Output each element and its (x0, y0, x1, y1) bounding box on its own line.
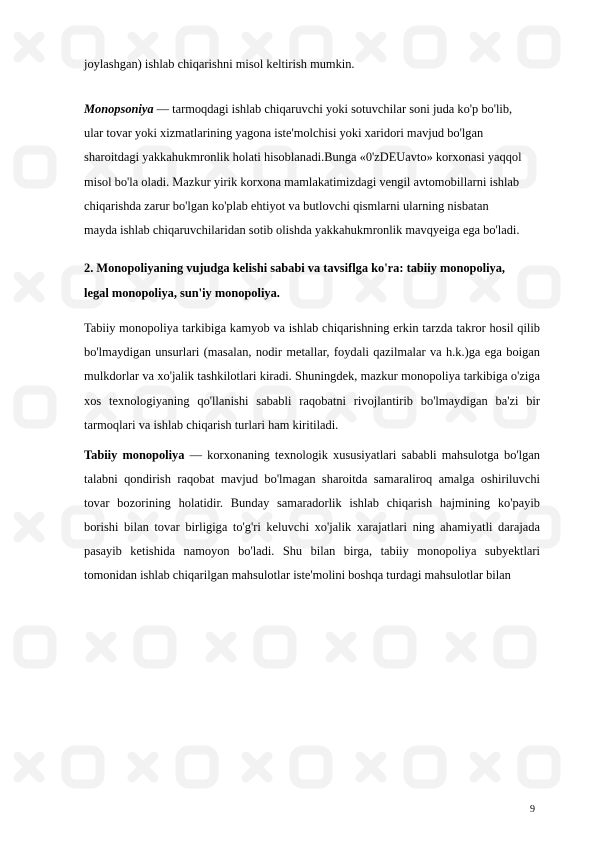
monopsony-term: Monopsoniya (84, 102, 154, 116)
monopsony-paragraph (84, 97, 524, 242)
page-number: 9 (530, 804, 535, 815)
spacer (84, 242, 540, 256)
natural-monopoly-text: — korxonaning texnologik xususiyatlari sababli mahsulotga bo'lgan talabni qondirish raqobat mavjud bo'lmagan sharoitda samaraliroq amalga oshiriluvchi tovar bozorining holatidir. Bunday samaradorlik ishlab chiqarish hajmining ko'payib borishi bilan tovar birligiga to'g'ri keluvchi xo'jalik xarajatlari ning ahamiyatli darajada pasayib ketishida namoyon bo'ladi. Shu bilan birga, tabiiy monopoliya subyektlari tomonidan ishlab chiqarilgan mahsulotlar iste'molini boshqa turdagi mahsulotlar bilan (84, 447, 541, 583)
section-heading: 2. Monopoliyaning vujudga kelishi sababi va tavsiflga ko'ra: tabiiy monopoliya, legal monopoliya, sun'iy monopoliya. (84, 261, 506, 301)
intro-line: joylashgan) ishlab chiqarishni misol keltirish mumkin. (84, 57, 355, 71)
natural-monopoly-term: Tabiiy monopoliya (84, 447, 185, 462)
document-body (84, 52, 540, 587)
natural-monopoly-intro-paragraph: Tabiiy monopoliya tarkibiga kamyob va ishlab chiqarishning erkin tarzda takror hosil qilib bo'lmaydigan unsurlari (masalan, nodir metallar, foydali qazilmalar va h.k.)ga ega boigan mulkdorlar va xo'jalik tashkilotlari kiradi. Shuningdek, mazkur monopoliya tarkibiga o'ziga xos texnologiyaning qo'llanishi sababli raqobatni rivojlantirib bo'lmaydigan ba'zi bir tarmoqlari va ishlab chiqarish turlari ham kiritiladi. (84, 321, 540, 432)
natural-monopoly-definition-paragraph (84, 443, 540, 588)
spacer (84, 306, 540, 316)
monopsony-text: — tarmoqdagi ishlab chiqaruvchi yoki sotuvchilar soni juda ko'p bo'lib, ular tovar yoki xizmatlarining yagona iste'molchisi yoki xaridori mavjud bo'lgan sharoitdagi yakkahukmronlik holati hisoblanadi.Bunga «0'zDEUavto» korxonasi yaqqol misol bo'la oladi. Mazkur yirik korxona mamlakatimizdagi vengil avtomobillarni ishlab chiqarishda zarur bo'lgan ko'plab ehtiyot va butlovchi qismlarni ularning nisbatan mayda ishlab chiqaruvchilaridan sotib olishda yakkahukmronlik mavqyeiga ega bo'ladi. (84, 102, 522, 238)
spacer (84, 76, 540, 97)
